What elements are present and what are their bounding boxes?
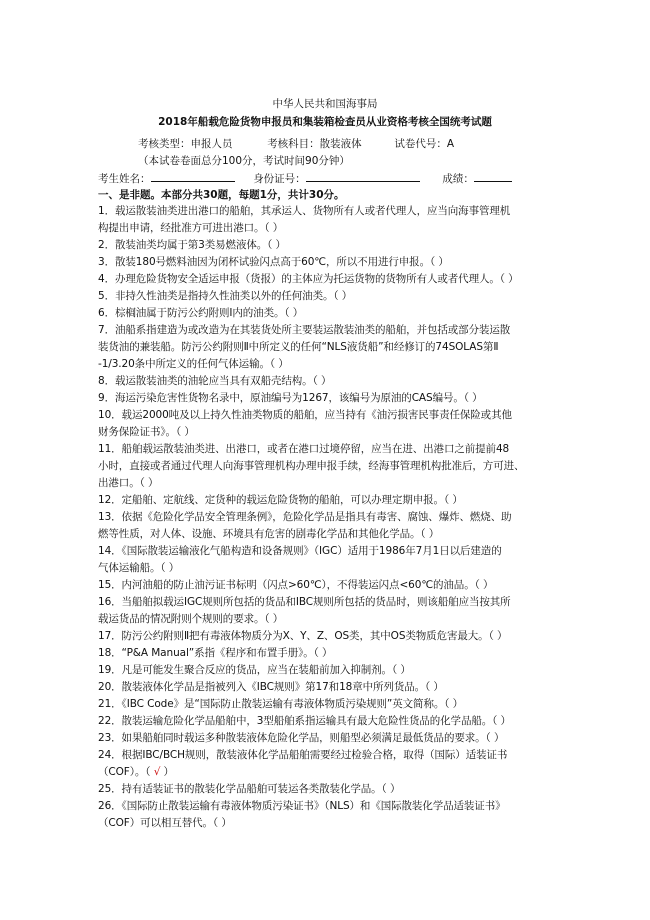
question-26: 26．《国际防止散装运输有毒液体物质污染证书》（NLS）和《国际散装化学品适装证书》 （COF）可以相互替代。（ ） (98, 800, 506, 829)
question-3: 3．散装180号燃料油因为闭杯试验闪点高于60℃，所以不用进行申报。（ ） (98, 256, 449, 268)
candidate-id-label: 身份证号： (253, 173, 306, 185)
exam-note: （本试卷卷面总分100分，考试时间90分钟） (138, 155, 350, 167)
question-12: 12．定船舶、定航线、定货种的载运危险货物的船舶，可以办理定期申报。（ ） (98, 494, 463, 506)
question-7: 7．油船系指建造为或改造为在其装货处所主要装运散装油类的船舶，并包括或部分装运散 装货油的兼装船。防污公约附则Ⅱ中所定义的任何“NLS液货船”和经修订的74SOLAS第Ⅱ -1/3.20条中所定义的任何气体运输。（ ） (98, 324, 511, 370)
question-24-tail: ） (160, 766, 174, 778)
question-10: 10．载运2000吨及以上持久性油类物质的船舶，应当持有《油污损害民事责任保险或其他 财务保险证书》。（ ） (98, 409, 512, 438)
candidate-id-field[interactable] (306, 170, 420, 182)
question-23: 23．如果船舶同时载运多种散装液体危险化学品，则船型必须满足最低货品的要求。（ ） (98, 732, 505, 744)
question-11: 11．船舶载运散装油类进、出港口，或者在港口过境停留，应当在进、出港口之前提前48 小时，直接或者通过代理人向海事管理机构办理申报手续，经海事管理机构批准后，方可进、 出港口。（ ） (98, 443, 525, 489)
exam-subject: 考核科目：散装液体 (267, 138, 362, 150)
question-25: 25．持有适装证书的散装化学品船舶可装运各类散装化学品。（ ） (98, 783, 401, 795)
question-20: 20．散装液体化学品是指被列入《IBC规则》第17和18章中所列货品。（ ） (98, 681, 444, 693)
exam-category: 考核类型：申报人员 (138, 138, 233, 150)
question-22: 22．散装运输危险化学品船舶中，3型船舶系指运输具有最大危险性货品的化学品船。（ ） (98, 715, 511, 727)
question-8: 8．载运散装油类的油轮应当具有双船壳结构。（ ） (98, 375, 332, 387)
issuing-authority: 中华人民共和国海事局 (272, 98, 378, 110)
candidate-info-row (98, 170, 512, 186)
paper-code: 试卷代号：A (394, 138, 455, 150)
question-15: 15．内河油船的防止油污证书标明（闪点>60℃），不得装运闪点<60℃的油品。（ ） (98, 579, 494, 591)
question-24 (98, 747, 560, 781)
candidate-name-label: 考生姓名： (98, 173, 151, 185)
question-16: 16．当船舶拟载运IGC规则所包括的货品和IBC规则所包括的货品时，则该船舶应当按其所 载运货品的情况附则个规则的要求。（ ） (98, 596, 511, 625)
question-6: 6．棕榈油属于防污公约附则Ⅰ内的油类。（ ） (98, 307, 304, 319)
question-24-text: 24．根据IBC/BCH规则，散装液体化学品船舶需要经过检验合格，取得（国际）适装证书 （COF）。（ (98, 749, 508, 778)
question-2: 2．散装油类均属于第3类易燃液体。（ ） (98, 239, 286, 251)
candidate-name-field[interactable] (151, 170, 235, 182)
exam-title: 2018年船载危险货物申报员和集装箱检查员从业资格考核全国统考试题 (158, 116, 492, 128)
answer-checkmark: √ (153, 766, 161, 778)
question-4: 4．办理危险货物安全适运申报（货报）的主体应为托运货物的货物所有人或者代理人。（ ） (98, 273, 519, 285)
question-21: 21．《IBC Code》是“国际防止散装运输有毒液体物质污染规则”英文简称。（ ） (98, 698, 464, 710)
question-17: 17．防污公约附则Ⅱ把有毒液体物质分为X、Y、Z、OS类，其中OS类物质危害最大。（ ） (98, 630, 508, 642)
exam-meta-row (138, 136, 454, 151)
question-18: 18．“P&A Manual”系指《程序和布置手册》。（ ） (98, 647, 333, 659)
question-9: 9．海运污染危害性货物名录中，原油编号为1267，该编号为原油的CAS编号。（ ） (98, 392, 483, 404)
section-title: 一、是非题。本部分共30题，每题1分，共计30分。 (98, 189, 345, 201)
question-13: 13．依据《危险化学品安全管理条例》，危险化学品是指具有毒害、腐蚀、爆炸、燃烧、助 燃等性质，对人体、设施、环境具有危害的剧毒化学品和其他化学品。（ ） (98, 511, 512, 540)
question-19: 19．凡是可能发生聚合反应的货品，应当在装船前加入抑制剂。（ ） (98, 664, 411, 676)
question-1: 1．载运散装油类进出港口的船舶，其承运人、货物所有人或者代理人，应当向海事管理机 构提出申请，经批准方可进出港口。（ ） (98, 205, 511, 234)
candidate-score-label: 成绩： (442, 173, 474, 185)
question-5: 5．非持久性油类是指持久性油类以外的任何油类。（ ） (98, 290, 353, 302)
question-14: 14．《国际散装运输液化气船构造和设备规则》（IGC）适用于1986年7月1日以后建造的 气体运输船。（ ） (98, 545, 502, 574)
candidate-score-field[interactable] (474, 170, 512, 182)
